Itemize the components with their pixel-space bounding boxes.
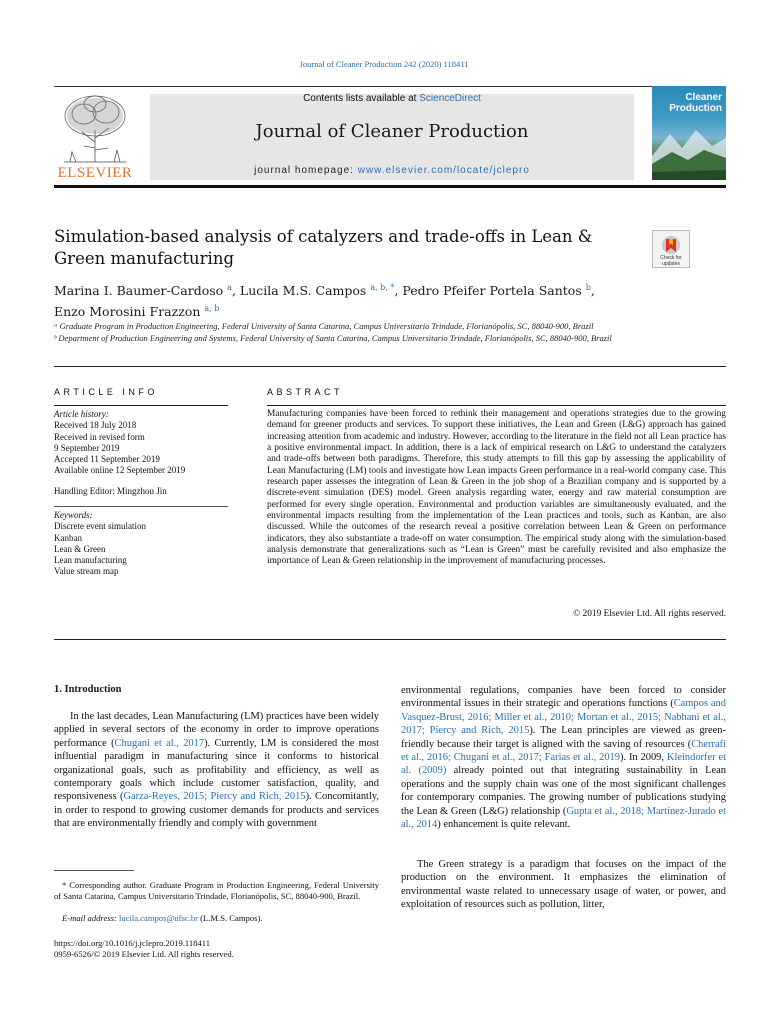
email-suffix: (L.M.S. Campos). [198,913,263,923]
body-text: ). Currently, LM is considered the most influential paradigm in manufacturing since it conforms to historical organizational goals, such as profitability and efficiency, as well as contemporary goals which include customer satisfaction, quality, and responsiveness ( [54,737,379,803]
check-for-updates-badge[interactable] [652,230,690,268]
article-history [54,409,228,477]
cover-title-line1: Cleaner [685,92,722,103]
keyword[interactable]: Kanban [54,532,82,543]
author-affil-mark[interactable]: b [585,283,591,292]
body-text: ). The Lean principles are viewed as green-friendly because their target is aligned with the saving of resources ( [401,725,726,750]
reference-link[interactable]: Kleindorfer et al. (2009) [401,752,727,777]
history-line: Received 18 July 2018 [54,420,137,431]
doi-link[interactable]: https://doi.org/10.1016/j.jclepro.2019.118411 [54,938,211,948]
mountain-icon [652,126,726,180]
affiliation-b: ᵇ Department of Production Engineering and Systems, Federal University of Santa Catarina, Campus Universitario Trindade, Florianópolis, SC, 88040-900, Brazil [54,333,612,343]
homepage-line [150,165,634,176]
reference-link[interactable]: Chugani et al., 2017 [114,737,205,749]
article-info-rule [54,405,228,406]
intro-right-paragraph-2: The Green strategy is a paradigm that focuses on the impact of the production on the environment. It emphasizes the elimination of environmental waste related to unnecessary usage of water, or power, and exploitation of resources such as pollution, litter, [401,859,726,911]
keyword[interactable]: Lean & Green [54,543,106,554]
reference-link[interactable]: Cherrafi et al., 2016; Chugani et al., 2017; Farias et al., 2019 [401,738,726,764]
author-affil-mark[interactable]: a, b [204,304,220,314]
email-note [54,913,379,924]
journal-cover-thumbnail[interactable] [652,86,726,180]
history-line: Received in revised form [54,431,145,442]
history-label: Article history: [54,409,109,419]
reference-link[interactable]: Garza-Reyes, 2015; Piercy and Rich, 2015 [123,791,306,803]
homepage-prefix: journal homepage: [254,165,358,176]
author-name: Marina I. Baumer-Cardoso [54,283,224,299]
masthead-bottom-rule [54,185,726,188]
reference-link[interactable]: Gupta et al., 2018; Martínez-Jurado et al., 2014 [401,805,727,831]
keywords-label: Keywords: [54,510,93,520]
cover-title [656,92,722,114]
intro-left-column [54,710,379,831]
body-text: ) enhancement is quite relevant. [437,819,571,831]
author-list [54,279,654,321]
handling-editor: Handling Editor: Mingzhou Jin [54,486,167,496]
keyword[interactable]: Lean manufacturing [54,555,127,566]
author-name: Lucila M.S. Campos [239,283,367,299]
masthead-top-rule [54,86,726,87]
section-heading-introduction: 1. Introduction [54,684,122,695]
history-line: Available online 12 September 2019 [54,465,186,476]
article-title: Simulation-based analysis of catalyzers and trade-offs in Lean & Green manufacturing [54,227,593,268]
history-line: Accepted 11 September 2019 [54,454,160,465]
abstract-text: Manufacturing companies have been forced to rethink their management and operations strategies due to the growing demand for greener products and services. To support these initiatives, the Lean and Green (L&G) approach has gained increasing attention from academic and industry. However, according to the literature in the field not all Lean practice has a positive environmental impact. In addition, there is a lack of empirical research on L&G to understand the catalyzers and trade-offs between both paradigms. Therefore, this study attempts to fill this gap by assessing the applicability of Lean Manufacturing (LM) tools and investigate how Lean impacts Green performance in a real-world company case. This research paper assesses the integration of Lean & Green in the job shop of a Brazilian company and is supported by a discrete-event simulation (DES) model. Green analysis regarding water, energy and raw material consumption are performed for every single operation. Environmental and production variables are simultaneously evaluated, and the environmental impacts resulting from the implementation of the Lean practices and tools, such as Kanban, are also discussed. While the outcomes of the research reveal a positive correlation between Lean & Green on performance indicators, they also substantiate a trade-off on water consumption. The empirical study along with the simulation-based analysis demonstrate that generalizations such as “Lean is Green” must be carefully revisited and also emphasize the importance of Lean & Green relationship in the improvement of manufacturing processes. [267,409,726,567]
author[interactable] [402,283,595,298]
bookmark-icon [653,233,689,257]
elsevier-wordmark: ELSEVIER [57,165,133,181]
elsevier-tree-icon [54,90,136,166]
history-line: 9 September 2019 [54,442,120,453]
reference-link[interactable]: Campos and Vasquez-Brust, 2016; Miller et al., 2010; Mortan et al., 2015; Nabhani et al., 2017; Piercy and Rich, 2015 [401,698,726,737]
author[interactable] [54,283,240,298]
author-affil-mark[interactable]: a [227,283,232,292]
body-text: environmental regulations, companies have been forced to consider environmental issues in their strategic and operations functions ( [401,685,726,710]
keywords-rule [54,506,228,507]
homepage-link[interactable]: www.elsevier.com/locate/jclepro [357,165,530,176]
intro-right-column [401,684,726,831]
abstract-copyright: © 2019 Elsevier Ltd. All rights reserved. [573,609,726,619]
abstract-bottom-rule [54,639,726,640]
author[interactable] [54,304,219,319]
email-label: E-mail address: [62,913,119,923]
corresponding-author-note: * Corresponding author. Graduate Program in Production Engineering, Federal University of Santa Catarina, Campus Universitario Trindade, Florianópolis, SC, 88040-900, Brazil. [54,880,379,901]
keyword[interactable]: Discrete event simulation [54,521,146,532]
header-divider [54,366,726,367]
sciencedirect-link[interactable]: ScienceDirect [419,93,481,104]
keywords-block [54,510,228,578]
author-separator: , [590,283,595,299]
journal-name: Journal of Cleaner Production [255,121,529,142]
body-text: ). Concomitantly, in order to respond to growing customer demands for products and services that are environmentally friendly and comply with government [54,791,379,830]
cover-title-line2: Production [669,103,722,114]
body-text: ). In 2009, [619,752,667,764]
footnote-rule [54,870,134,871]
body-text: In the last decades, Lean Manufacturing (LM) practices have been widely applied in several sectors of the economy in order to improve operations performance ( [54,711,379,749]
author-name: Enzo Morosini Frazzon [54,304,201,320]
author[interactable] [240,283,402,298]
affiliation-a: ᵃ Graduate Program in Production Engineering, Federal University of Santa Catarina, Campus Universitario Trindade, Florianópolis, SC, 88040-900, Brazil [54,321,594,331]
author-name: Pedro Pfeifer Portela Santos [402,283,582,299]
author-separator: , [394,283,403,299]
body-text: already pointed out that integrating sustainability in Lean operations and the supply chain was one of the most significant challenges for contemporary companies. The growing number of publications studying the Lean & Green (L&G) relationship ( [401,765,726,817]
author-affil-mark[interactable]: a, b, * [370,283,395,292]
elsevier-logo[interactable] [54,90,136,182]
badge-label: Check for updates [660,255,682,267]
issn-line: 0959-6526/© 2019 Elsevier Ltd. All rights reserved. [54,949,234,959]
abstract-rule [267,405,726,406]
journal-citation[interactable]: Journal of Cleaner Production 242 (2020) 118411 [299,59,469,69]
keyword[interactable]: Value stream map [54,566,119,577]
email-link[interactable]: lucila.campos@ufsc.br [118,913,198,923]
article-info-heading: ARTICLE INFO [54,387,158,397]
contents-line [150,93,634,104]
contents-prefix: Contents lists available at [303,93,420,104]
author-separator: , [231,283,240,299]
abstract-heading: ABSTRACT [267,387,344,397]
